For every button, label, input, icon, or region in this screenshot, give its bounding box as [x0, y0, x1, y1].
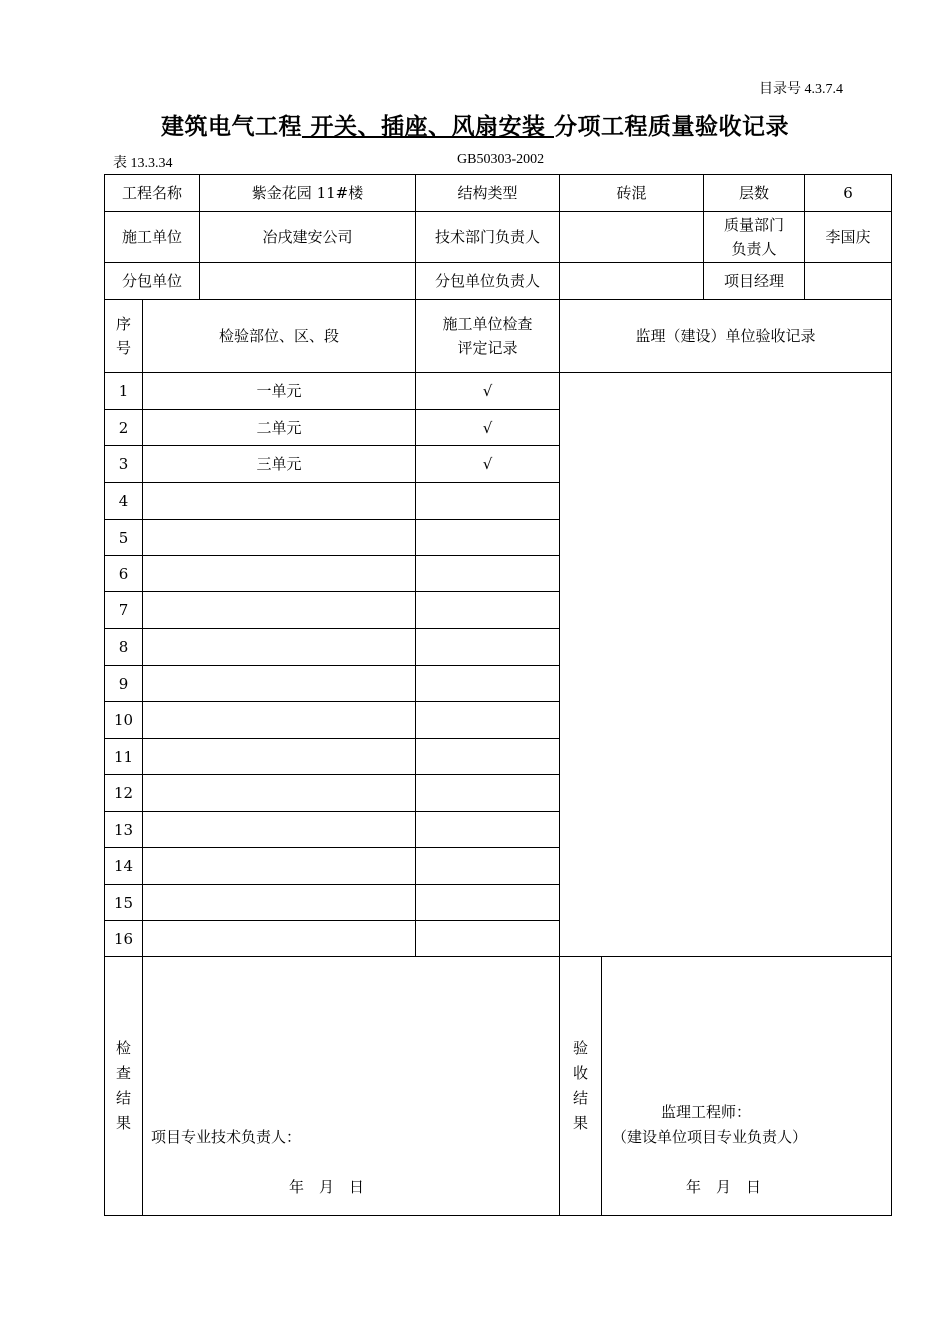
row-eval[interactable] [416, 520, 560, 556]
project-name-label: 工程名称 [105, 175, 200, 212]
row-eval[interactable]: √ [416, 410, 560, 446]
row-location[interactable] [143, 921, 416, 957]
row-eval[interactable] [416, 775, 560, 812]
check-date: 年 月 日 [289, 1178, 365, 1196]
row-location[interactable] [143, 702, 416, 739]
row-location[interactable] [143, 483, 416, 520]
title-suffix: 分项工程质量验收记录 [554, 113, 789, 140]
row-eval[interactable] [416, 885, 560, 921]
structure-type-label: 结构类型 [416, 175, 560, 212]
row-number: 11 [105, 739, 143, 775]
row-eval[interactable] [416, 848, 560, 885]
row-eval[interactable] [416, 483, 560, 520]
row-location[interactable] [143, 775, 416, 812]
info-row-1 [105, 175, 892, 212]
row-location[interactable] [143, 556, 416, 592]
info-row-3 [105, 263, 892, 300]
row-number: 10 [105, 702, 143, 739]
project-manager-label: 项目经理 [704, 263, 805, 300]
row-number: 13 [105, 812, 143, 848]
contractor-value[interactable]: 冶戌建安公司 [200, 212, 416, 263]
catalog-number: 目录号 4.3.7.4 [759, 82, 843, 97]
accept-result-label [560, 957, 602, 1216]
check-result-area[interactable] [143, 957, 560, 1216]
row-eval[interactable] [416, 592, 560, 629]
project-name-value[interactable]: 紫金花园 11#楼 [200, 175, 416, 212]
title-prefix: 建筑电气工程 [160, 113, 302, 140]
floors-value[interactable]: 6 [805, 175, 892, 212]
supervision-header: 监理（建设）单位验收记录 [560, 300, 892, 373]
row-eval[interactable]: √ [416, 446, 560, 483]
check-result-label-text: 检 查 结 果 [115, 1039, 131, 1132]
row-location[interactable] [143, 592, 416, 629]
row-location[interactable] [143, 848, 416, 885]
sub-lead-label: 分包单位负责人 [416, 263, 560, 300]
row-location[interactable] [143, 812, 416, 848]
row-location[interactable] [143, 666, 416, 702]
sub-lead-value[interactable] [560, 263, 704, 300]
subcontractor-label: 分包单位 [105, 263, 200, 300]
floors-label: 层数 [704, 175, 805, 212]
tech-lead-label: 技术部门负责人 [416, 212, 560, 263]
row-number: 2 [105, 410, 143, 446]
standard-code: GB50303-2002 [457, 152, 545, 167]
quality-lead-label: 质量部门 负责人 [704, 212, 805, 263]
eval-header: 施工单位检查 评定记录 [416, 300, 560, 373]
accept-result-area[interactable] [602, 957, 892, 1216]
row-location[interactable]: 二单元 [143, 410, 416, 446]
quality-lead-value[interactable]: 李国庆 [805, 212, 892, 263]
row-eval[interactable] [416, 629, 560, 666]
row-location[interactable]: 一单元 [143, 373, 416, 410]
location-header: 检验部位、区、段 [143, 300, 416, 373]
row-eval[interactable] [416, 702, 560, 739]
row-location[interactable] [143, 885, 416, 921]
row-number: 16 [105, 921, 143, 957]
info-row-2 [105, 212, 892, 263]
supervision-record-area[interactable] [560, 373, 892, 957]
project-manager-value[interactable] [805, 263, 892, 300]
column-header-row [105, 300, 892, 373]
row-number: 6 [105, 556, 143, 592]
row-number: 14 [105, 848, 143, 885]
form-title [0, 108, 950, 141]
row-eval[interactable] [416, 666, 560, 702]
row-location[interactable] [143, 629, 416, 666]
structure-type-value[interactable]: 砖混 [560, 175, 704, 212]
row-eval[interactable] [416, 812, 560, 848]
row-eval[interactable] [416, 739, 560, 775]
row-location[interactable] [143, 520, 416, 556]
row-location[interactable] [143, 739, 416, 775]
row-number: 3 [105, 446, 143, 483]
result-row [105, 957, 892, 1216]
row-number: 7 [105, 592, 143, 629]
seq-header: 序 号 [105, 300, 143, 373]
accept-result-label-text: 验 收 结 果 [573, 1039, 589, 1132]
owner-rep-label: （建设单位项目专业负责人） [612, 1128, 808, 1146]
table-row [105, 373, 892, 410]
row-number: 1 [105, 373, 143, 410]
contractor-label: 施工单位 [105, 212, 200, 263]
row-eval[interactable] [416, 556, 560, 592]
row-eval[interactable] [416, 921, 560, 957]
row-eval[interactable]: √ [416, 373, 560, 410]
inspection-form-table [104, 174, 892, 1216]
tech-lead-value[interactable] [560, 212, 704, 263]
row-location[interactable]: 三单元 [143, 446, 416, 483]
accept-date: 年 月 日 [686, 1178, 762, 1196]
title-subitem: 开关、插座、风扇安装 [301, 113, 554, 140]
row-number: 8 [105, 629, 143, 666]
row-number: 12 [105, 775, 143, 812]
tech-person-label: 项目专业技术负责人： [151, 1128, 302, 1146]
row-number: 4 [105, 483, 143, 520]
table-number: 表 13.3.34 [113, 156, 173, 171]
row-number: 5 [105, 520, 143, 556]
row-number: 15 [105, 885, 143, 921]
row-number: 9 [105, 666, 143, 702]
supervisor-label: 监理工程师： [661, 1103, 752, 1121]
check-result-label [105, 957, 143, 1216]
subcontractor-value[interactable] [200, 263, 416, 300]
